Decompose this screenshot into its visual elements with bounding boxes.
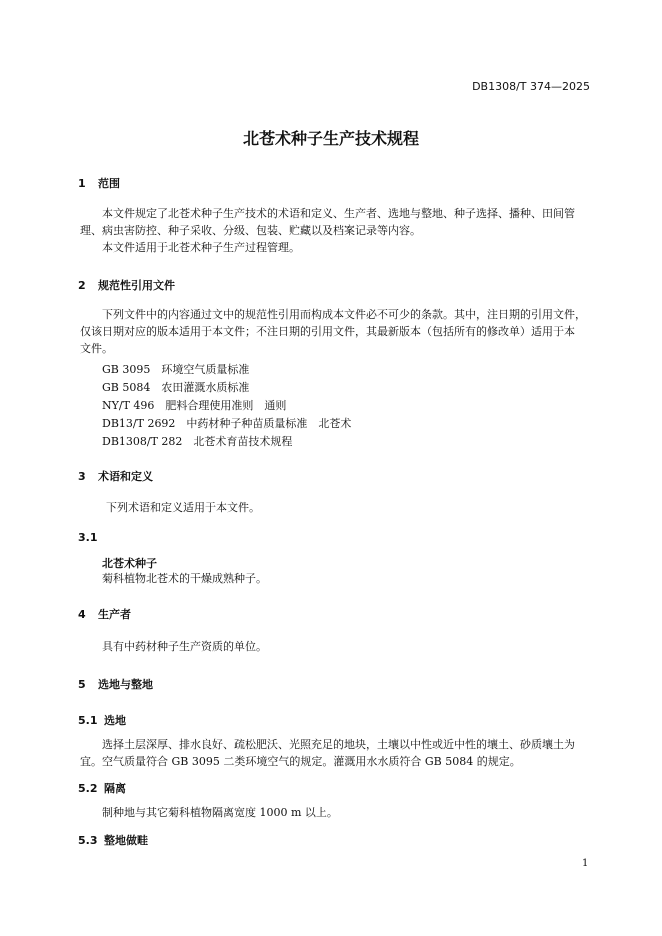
section-2-para-line-2: 仅该日期对应的版本适用于本文件；不注日期的引用文件，其最新版本（包括所有的修改单）适用于本: [80, 325, 575, 338]
subsection-number: 5.1: [78, 714, 98, 727]
section-number: 4: [78, 608, 86, 621]
term-name: 北苍术种子: [102, 557, 157, 570]
document-title: 北苍术种子生产技术规程: [242, 129, 419, 148]
section-title: 生产者: [98, 608, 131, 621]
section-title: 术语和定义: [98, 470, 153, 483]
subsection-number: 5.2: [78, 782, 98, 795]
section-number: 2: [78, 279, 86, 292]
subsection-number: 5.3: [78, 834, 98, 847]
subsection-5-3-heading: [78, 832, 148, 848]
reference-item: DB1308/T 282 北苍术育苗技术规程: [102, 435, 293, 448]
subsection-5-1-heading: [78, 712, 126, 728]
subsection-3-1-number: 3.1: [78, 531, 98, 544]
section-title: 范围: [98, 177, 120, 190]
reference-item: NY/T 496 肥料合理使用准则 通则: [102, 399, 287, 412]
subsection-title: 整地做畦: [104, 834, 148, 847]
reference-item: DB13/T 2692 中药材种子种苗质量标准 北苍术: [102, 417, 352, 430]
subsection-5-2-line-1: 制种地与其它菊科植物隔离宽度 1000 m 以上。: [102, 806, 338, 819]
section-5-heading: [78, 676, 153, 692]
section-title: 规范性引用文件: [98, 279, 175, 292]
section-3-para: 下列术语和定义适用于本文件。: [106, 501, 260, 514]
document-code: DB1308/T 374—2025: [472, 80, 590, 93]
term-definition: 菊科植物北苍术的干燥成熟种子。: [102, 572, 267, 585]
section-3-heading: [78, 468, 153, 484]
section-2-heading: [78, 277, 175, 293]
page-number: 1: [582, 858, 589, 869]
section-1-para-2: 本文件适用于北苍术种子生产过程管理。: [102, 241, 300, 254]
subsection-5-1-line-1: 选择土层深厚、排水良好、疏松肥沃、光照充足的地块，土壤以中性或近中性的壤土、砂质壤土为: [102, 738, 575, 751]
subsection-5-2-heading: [78, 780, 126, 796]
subsection-title: 选地: [104, 714, 126, 727]
section-4-para: 具有中药材种子生产资质的单位。: [102, 640, 267, 653]
section-4-heading: [78, 606, 131, 622]
section-1-heading: [78, 175, 120, 191]
section-title: 选地与整地: [98, 678, 153, 691]
reference-item: GB 3095 环境空气质量标准: [102, 363, 250, 376]
reference-item: GB 5084 农田灌溉水质标准: [102, 381, 250, 394]
section-2-para-line-1: 下列文件中的内容通过文中的规范性引用而构成本文件必不可少的条款。其中，注日期的引用文件，: [102, 308, 586, 321]
section-1-para-1-line-1: 本文件规定了北苍术种子生产技术的术语和定义、生产者、选地与整地、种子选择、播种、田间管: [102, 207, 575, 220]
section-number: 5: [78, 678, 86, 691]
section-1-para-1-line-2: 理、病虫害防控、种子采收、分级、包装、贮藏以及档案记录等内容。: [80, 224, 421, 237]
subsection-title: 隔离: [104, 782, 126, 795]
section-number: 1: [78, 177, 86, 190]
section-2-para-line-3: 文件。: [80, 342, 113, 355]
section-number: 3: [78, 470, 86, 483]
subsection-5-1-line-2: 宜。空气质量符合 GB 3095 二类环境空气的规定。灌溉用水水质符合 GB 5084 的规定。: [80, 755, 521, 768]
